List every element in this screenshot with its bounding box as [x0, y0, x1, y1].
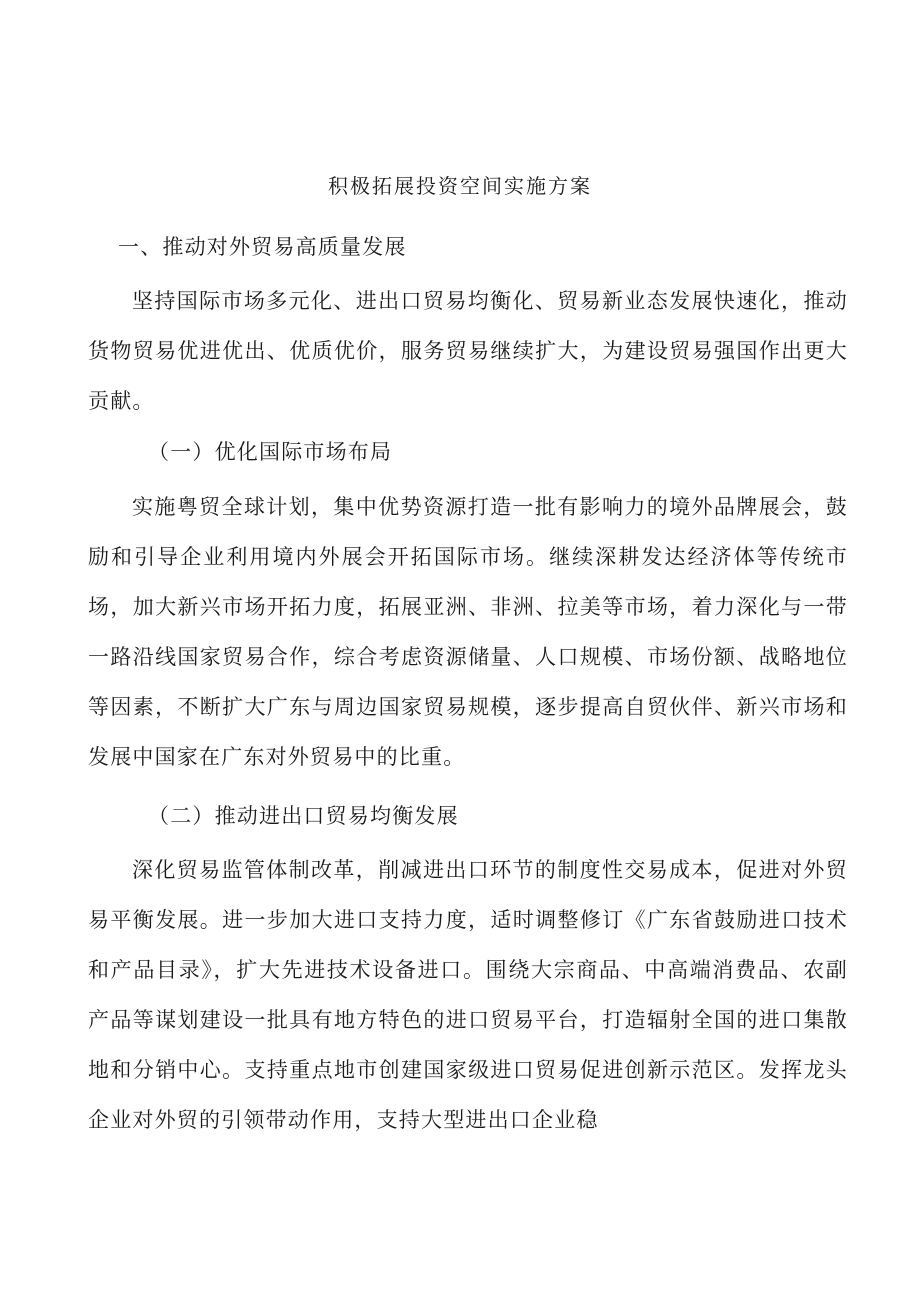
subsection-1-paragraph: 实施粤贸全球计划，集中优势资源打造一批有影响力的境外品牌展会，鼓励和引导企业利用境内外展会开拓国际市场。继续深耕发达经济体等传统市场，加大新兴市场开拓力度，拓展亚洲、非洲、拉美等市场，着力深化与一带一路沿线国家贸易合作，综合考虑资源储量、人口规模、市场份额、战略地位等因素，不断扩大广东与周边国家贸易规模，逐步提高自贸伙伴、新兴市场和发展中国家在广东对外贸易中的比重。 [88, 495, 848, 769]
subsection-2-paragraph: 深化贸易监管体制改革，削减进出口环节的制度性交易成本，促进对外贸易平衡发展。进一步加大进口支持力度，适时调整修订《广东省鼓励进口技术和产品目录》，扩大先进技术设备进口。围绕大宗商品、中高端消费品、农副产品等谋划建设一批具有地方特色的进口贸易平台，打造辐射全国的进口集散地和分销中心。支持重点地市创建国家级进口贸易促进创新示范区。发挥龙头企业对外贸的引领带动作用，支持大型进出口企业稳 [88, 858, 848, 1132]
subsection-heading-2: （二）推动进出口贸易均衡发展 [148, 804, 459, 828]
section-1-paragraph: 坚持国际市场多元化、进出口贸易均衡化、贸易新业态发展快速化，推动货物贸易优进优出、优质优价，服务贸易继续扩大，为建设贸易强国作出更大贡献。 [88, 289, 848, 413]
subsection-heading-1: （一）优化国际市场布局 [148, 440, 393, 464]
document-title: 积极拓展投资空间实施方案 [328, 174, 592, 198]
section-heading-1: 一、推动对外贸易高质量发展 [118, 235, 407, 259]
